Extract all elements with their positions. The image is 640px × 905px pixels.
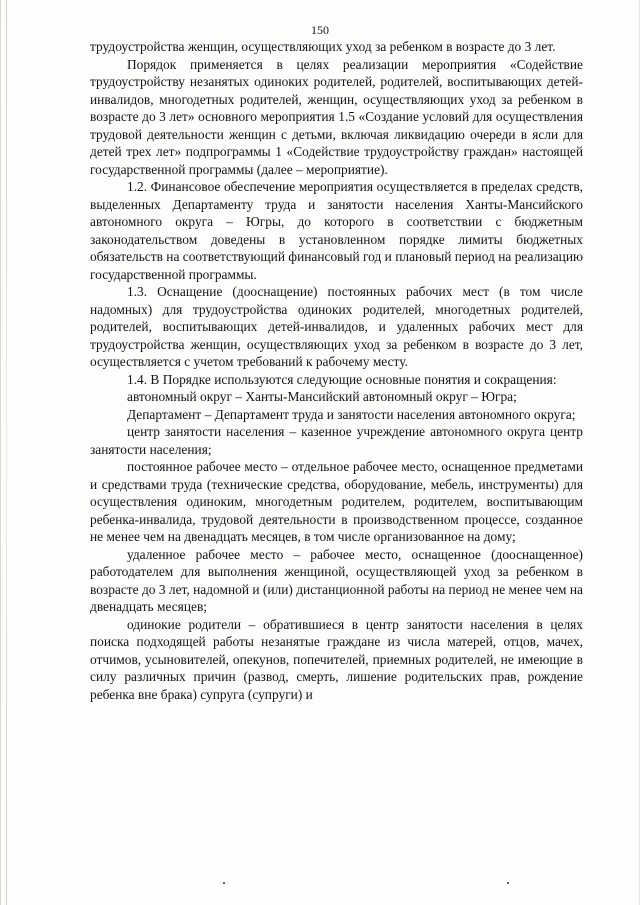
paragraph-purpose: Порядок применяется в целях реализации мероприятия «Содействие трудоустройству незанятых одиноких родителей, родителей, воспитывающих детей-инвалидов, многодетных родителей, женщин, осуществляющих уход за ребенком в возрасте до 3 лет» основного мероприятия 1.5 «Создание условий для осуществления трудовой деятельности женщин с детьми, включая ликвидацию очереди в ясли для детей трех лет» подпрограммы 1 «Содействие трудоустройству граждан» настоящей государственной программы (далее – мероприятие). xyxy=(90,56,583,177)
page-number: 150 xyxy=(311,23,329,37)
paragraph-1-4: 1.4. В Порядке используются следующие основные понятия и сокращения: xyxy=(127,371,557,387)
paragraph-1-2: 1.2. Финансовое обеспечение мероприятия осуществляется в пределах средств, выделенных Департаменту труда и занятости населения Ханты-Мансийского автономного округа – Югры, до которого в соответствии с бюджетным законодательством доведены в установленном порядке лимиты бюджетных обязательств на соответствующий финансовый год и плановый период на реализацию государственной программы. xyxy=(90,179,583,282)
definition-employment-center: центр занятости населения – казенное учреждение автономного округа центр занятости населения; xyxy=(90,424,583,457)
document-body xyxy=(90,38,583,703)
definition-permanent-workplace: постоянное рабочее место – отдельное рабочее место, оснащенное предметами и средствами труда (технические средства, оборудование, мебель, инструменты) для осуществления одиноким, многодетным родителем, родителем, воспитывающим ребенка-инвалида, трудовой деятельности в производственном процессе, созданное не менее чем на двенадцать месяцев, в том числе организованное на дому; xyxy=(90,459,583,544)
paragraph-1-3: 1.3. Оснащение (дооснащение) постоянных рабочих мест (в том числе надомных) для трудоустройства одиноких родителей, многодетных родителей, родителей, воспитывающих детей-инвалидов, и удаленных рабочих мест для трудоустройства женщин, осуществляющих уход за ребенком в возрасте до 3 лет, осуществляется с учетом требований к рабочему месту. xyxy=(90,284,583,369)
scan-speck xyxy=(507,882,509,884)
paragraph-continuation: трудоустройства женщин, осуществляющих уход за ребенком в возрасте до 3 лет. xyxy=(90,39,556,54)
definition-remote-workplace: удаленное рабочее место – рабочее место, оснащенное (дооснащенное) работодателем для выполнения женщиной, осуществляющей уход за ребенком в возрасте до 3 лет, надомной и (или) дистанционной работы на период не менее чем на двенадцать месяцев; xyxy=(90,546,583,614)
definition-autonomous-okrug: автономный округ – Ханты-Мансийский автономный округ – Югра; xyxy=(127,389,517,404)
scan-edge xyxy=(6,0,7,905)
definition-department: Департамент – Департамент труда и занятости населения автономного округа; xyxy=(127,406,576,422)
definition-single-parents: одинокие родители – обратившиеся в центр занятости населения в целях поиска подходящей работы незанятые граждане из числа матерей, отцов, мачех, отчимов, усыновителей, опекунов, попечителей, приемных родителей, не имеющие в силу различных причин (развод, смерть, лишение родительских прав, рождение ребенка вне брака) супруга (супруги) и xyxy=(90,616,583,702)
scan-speck xyxy=(223,882,225,884)
